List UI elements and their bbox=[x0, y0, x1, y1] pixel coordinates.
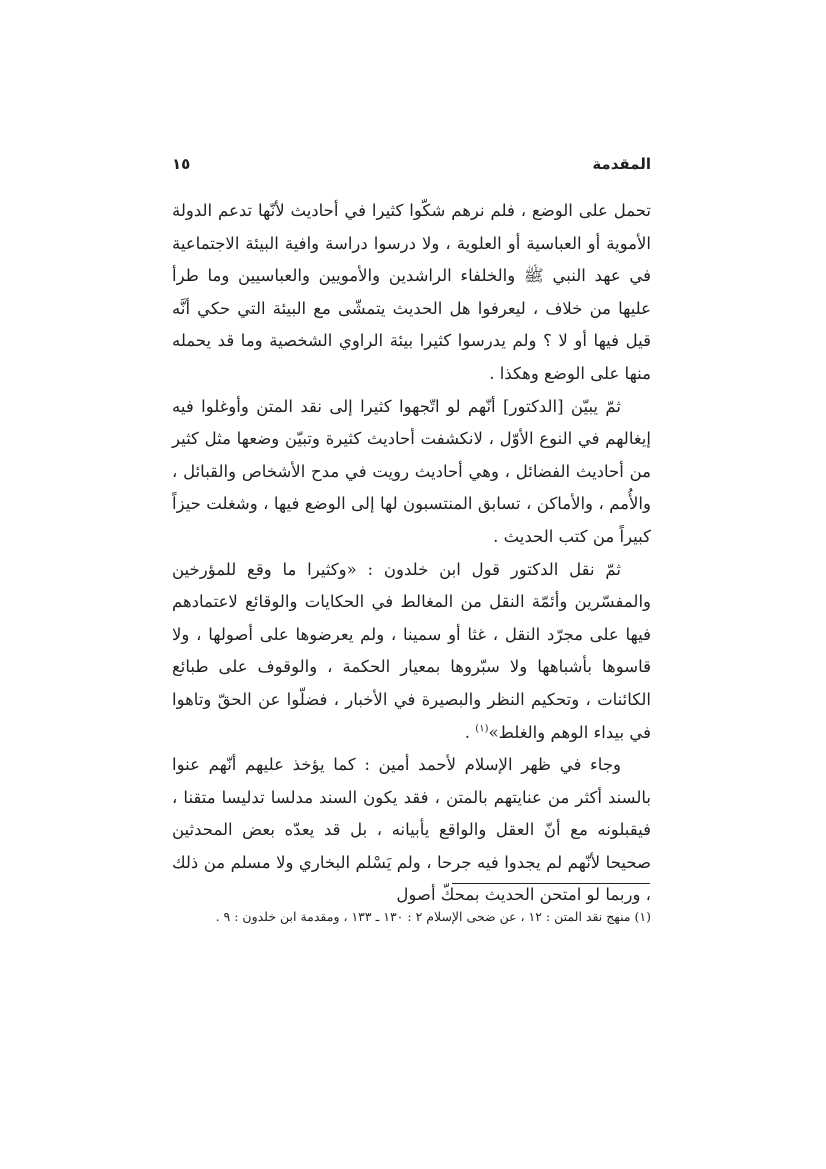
main-text bbox=[172, 195, 651, 912]
paragraph-3-end: . bbox=[464, 722, 476, 742]
paragraph-1: تحمل على الوضع ، فلم نرهم شكّوا كثيرا في أحاديث لأنّها تدعم الدولة الأموية أو العباسية أو العلوية ، ولا درسوا دراسة وافية البيئة الاجتماعية في عهد النبي ﷺ والخلفاء الراشدين والأمويين والعباسيين وما طرأ عليها من خلاف ، ليعرفوا هل الحديث يتمشّى مع البيئة التي حكي أنَّه قيل فيها أو لا ؟ ولم يدرسوا كثيرا بيئة الراوي الشخصية وما قد يحمله منها على الوضع وهكذا . bbox=[172, 201, 651, 383]
footnote: (١) منهج نقد المتن : ١٢ ، عن ضحى الإسلام ٢ : ١٣٠ ـ ١٣٣ ، ومقدمة ابن خلدون : ٩ . bbox=[215, 909, 651, 924]
footnote-separator bbox=[452, 883, 650, 884]
paragraph-2: ثمّ يبيّن [الدكتور] أنّهم لو اتّجهوا كثيرا إلى نقد المتن وأوغلوا فيه إيغالهم في النوع الأوّل ، لانكشفت أحاديث كثيرة وتبيّن وضعها مثل كثير من أحاديث الفضائل ، وهي أحاديث رويت في مدح الأشخاص والقبائل ، والأُمم ، والأماكن ، تسابق المنتسبون لها إلى الوضع فيها ، وشغلت حيزاً كبيراً من كتب الحديث . bbox=[172, 396, 651, 546]
paragraph-3 bbox=[172, 554, 651, 750]
footnote-reference: (١) bbox=[475, 723, 489, 734]
page-number: ١٥ bbox=[172, 155, 191, 173]
paragraph-4: وجاء في ظهر الإسلام لأحمد أمين : كما يؤخذ عليهم أنّهم عنوا بالسند أكثر من عنايتهم بالمتن ، فقد يكون السند مدلسا تدليسا متقنا ، فيقبلونه مع أنّ العقل والواقع يأبيانه ، بل قد يعدّه بعض المحدثين صحيحا لأنّهم لم يجدوا فيه جرحا ، ولم يَسْلم البخاري ولا مسلم من ذلك ، وربما لو امتحن الحديث بمحكّ أصول bbox=[172, 755, 651, 905]
paragraph-3-text: ثمّ نقل الدكتور قول ابن خلدون : «وكثيرا ما وقع للمؤرخين والمفسّرين وأئمّة النقل من المغالط في الحكايات والوقائع لاعتمادهم فيها على مجرّد النقل ، غثا أو سمينا ، ولم يعرضوها على أصولها ، ولا قاسوها بأشباهها ولا سبّروها بمعيار الحكمة ، والوقوف على طبائع الكائنات ، وتحكيم النظر والبصيرة في الأخبار ، فضلّوا عن الحقّ وتاهوا في بيداء الوهم والغلط» bbox=[172, 559, 651, 742]
chapter-title: المقدمة bbox=[592, 155, 651, 173]
running-header bbox=[172, 152, 651, 176]
